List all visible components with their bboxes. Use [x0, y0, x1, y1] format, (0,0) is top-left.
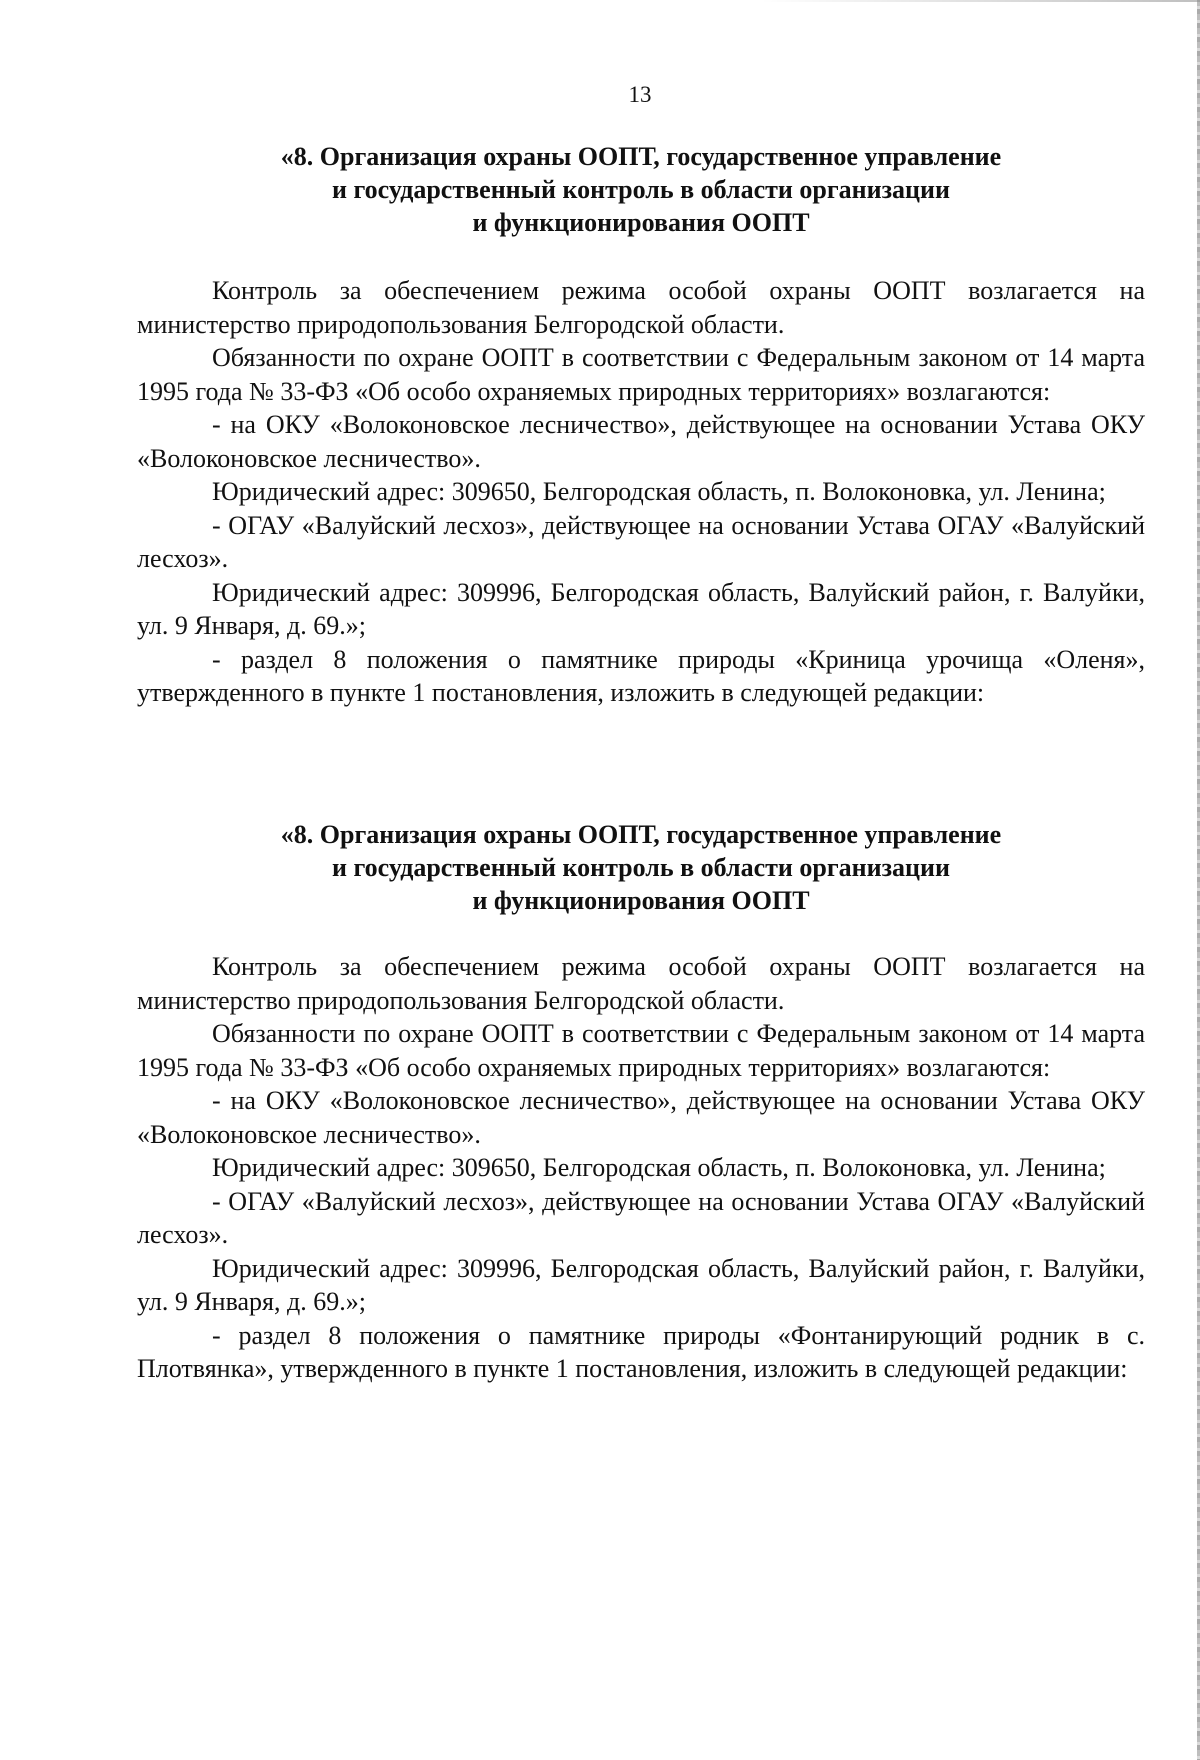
paragraph: - на ОКУ «Волоконовское лесничество», действующее на основании Устава ОКУ «Волоконовское лесничество». — [137, 1086, 1145, 1149]
section-1-body — [137, 274, 1145, 710]
paragraph: Обязанности по охране ООПТ в соответствии с Федеральным законом от 14 марта 1995 года № 33-ФЗ «Об особо охраняемых природных территориях» возлагаются: — [137, 1019, 1145, 1082]
heading-line: «8. Организация охраны ООПТ, государственное управление — [280, 820, 1002, 849]
section-1 — [137, 140, 1145, 239]
paragraph: Юридический адрес: 309996, Белгородская область, Валуйский район, г. Валуйки, ул. 9 Января, д. 69.»; — [137, 577, 1145, 640]
paragraph: - ОГАУ «Валуйский лесхоз», действующее на основании Устава ОГАУ «Валуйский лесхоз». — [137, 1186, 1145, 1249]
page-number: 13 — [628, 82, 652, 107]
paragraph: - на ОКУ «Волоконовское лесничество», действующее на основании Устава ОКУ «Волоконовское лесничество». — [137, 410, 1145, 473]
heading-line: и функционирования ООПТ — [472, 886, 810, 915]
paragraph: - раздел 8 положения о памятнике природы «Фонтанирующий родник в с. Плотвянка», утвержденного в пункте 1 постановления, изложить в следующей редакции: — [137, 1320, 1145, 1383]
heading-line: и государственный контроль в области организации — [332, 853, 950, 882]
paragraph: Контроль за обеспечением режима особой охраны ООПТ возлагается на министерство природопользования Белгородской области. — [137, 276, 1145, 339]
paragraph: - ОГАУ «Валуйский лесхоз», действующее на основании Устава ОГАУ «Валуйский лесхоз». — [137, 510, 1145, 573]
section-2 — [137, 818, 1145, 917]
paragraph: - раздел 8 положения о памятнике природы «Криница урочища «Оленя», утвержденного в пункте 1 постановления, изложить в следующей редакции: — [137, 644, 1145, 707]
scan-edge-top — [760, 0, 1200, 2]
heading-line: «8. Организация охраны ООПТ, государственное управление — [280, 142, 1002, 171]
paragraph: Юридический адрес: 309650, Белгородская область, п. Волоконовка, ул. Ленина; — [212, 477, 1106, 506]
paragraph: Контроль за обеспечением режима особой охраны ООПТ возлагается на министерство природопользования Белгородской области. — [137, 952, 1145, 1015]
heading-line: и государственный контроль в области организации — [332, 175, 950, 204]
paragraph: Обязанности по охране ООПТ в соответствии с Федеральным законом от 14 марта 1995 года № 33-ФЗ «Об особо охраняемых природных территориях» возлагаются: — [137, 343, 1145, 406]
section-2-body — [137, 950, 1145, 1386]
paragraph: Юридический адрес: 309650, Белгородская область, п. Волоконовка, ул. Ленина; — [212, 1153, 1106, 1182]
paragraph: Юридический адрес: 309996, Белгородская область, Валуйский район, г. Валуйки, ул. 9 Января, д. 69.»; — [137, 1253, 1145, 1316]
section-2-heading — [137, 818, 1145, 917]
section-1-heading — [137, 140, 1145, 239]
heading-line: и функционирования ООПТ — [472, 208, 810, 237]
